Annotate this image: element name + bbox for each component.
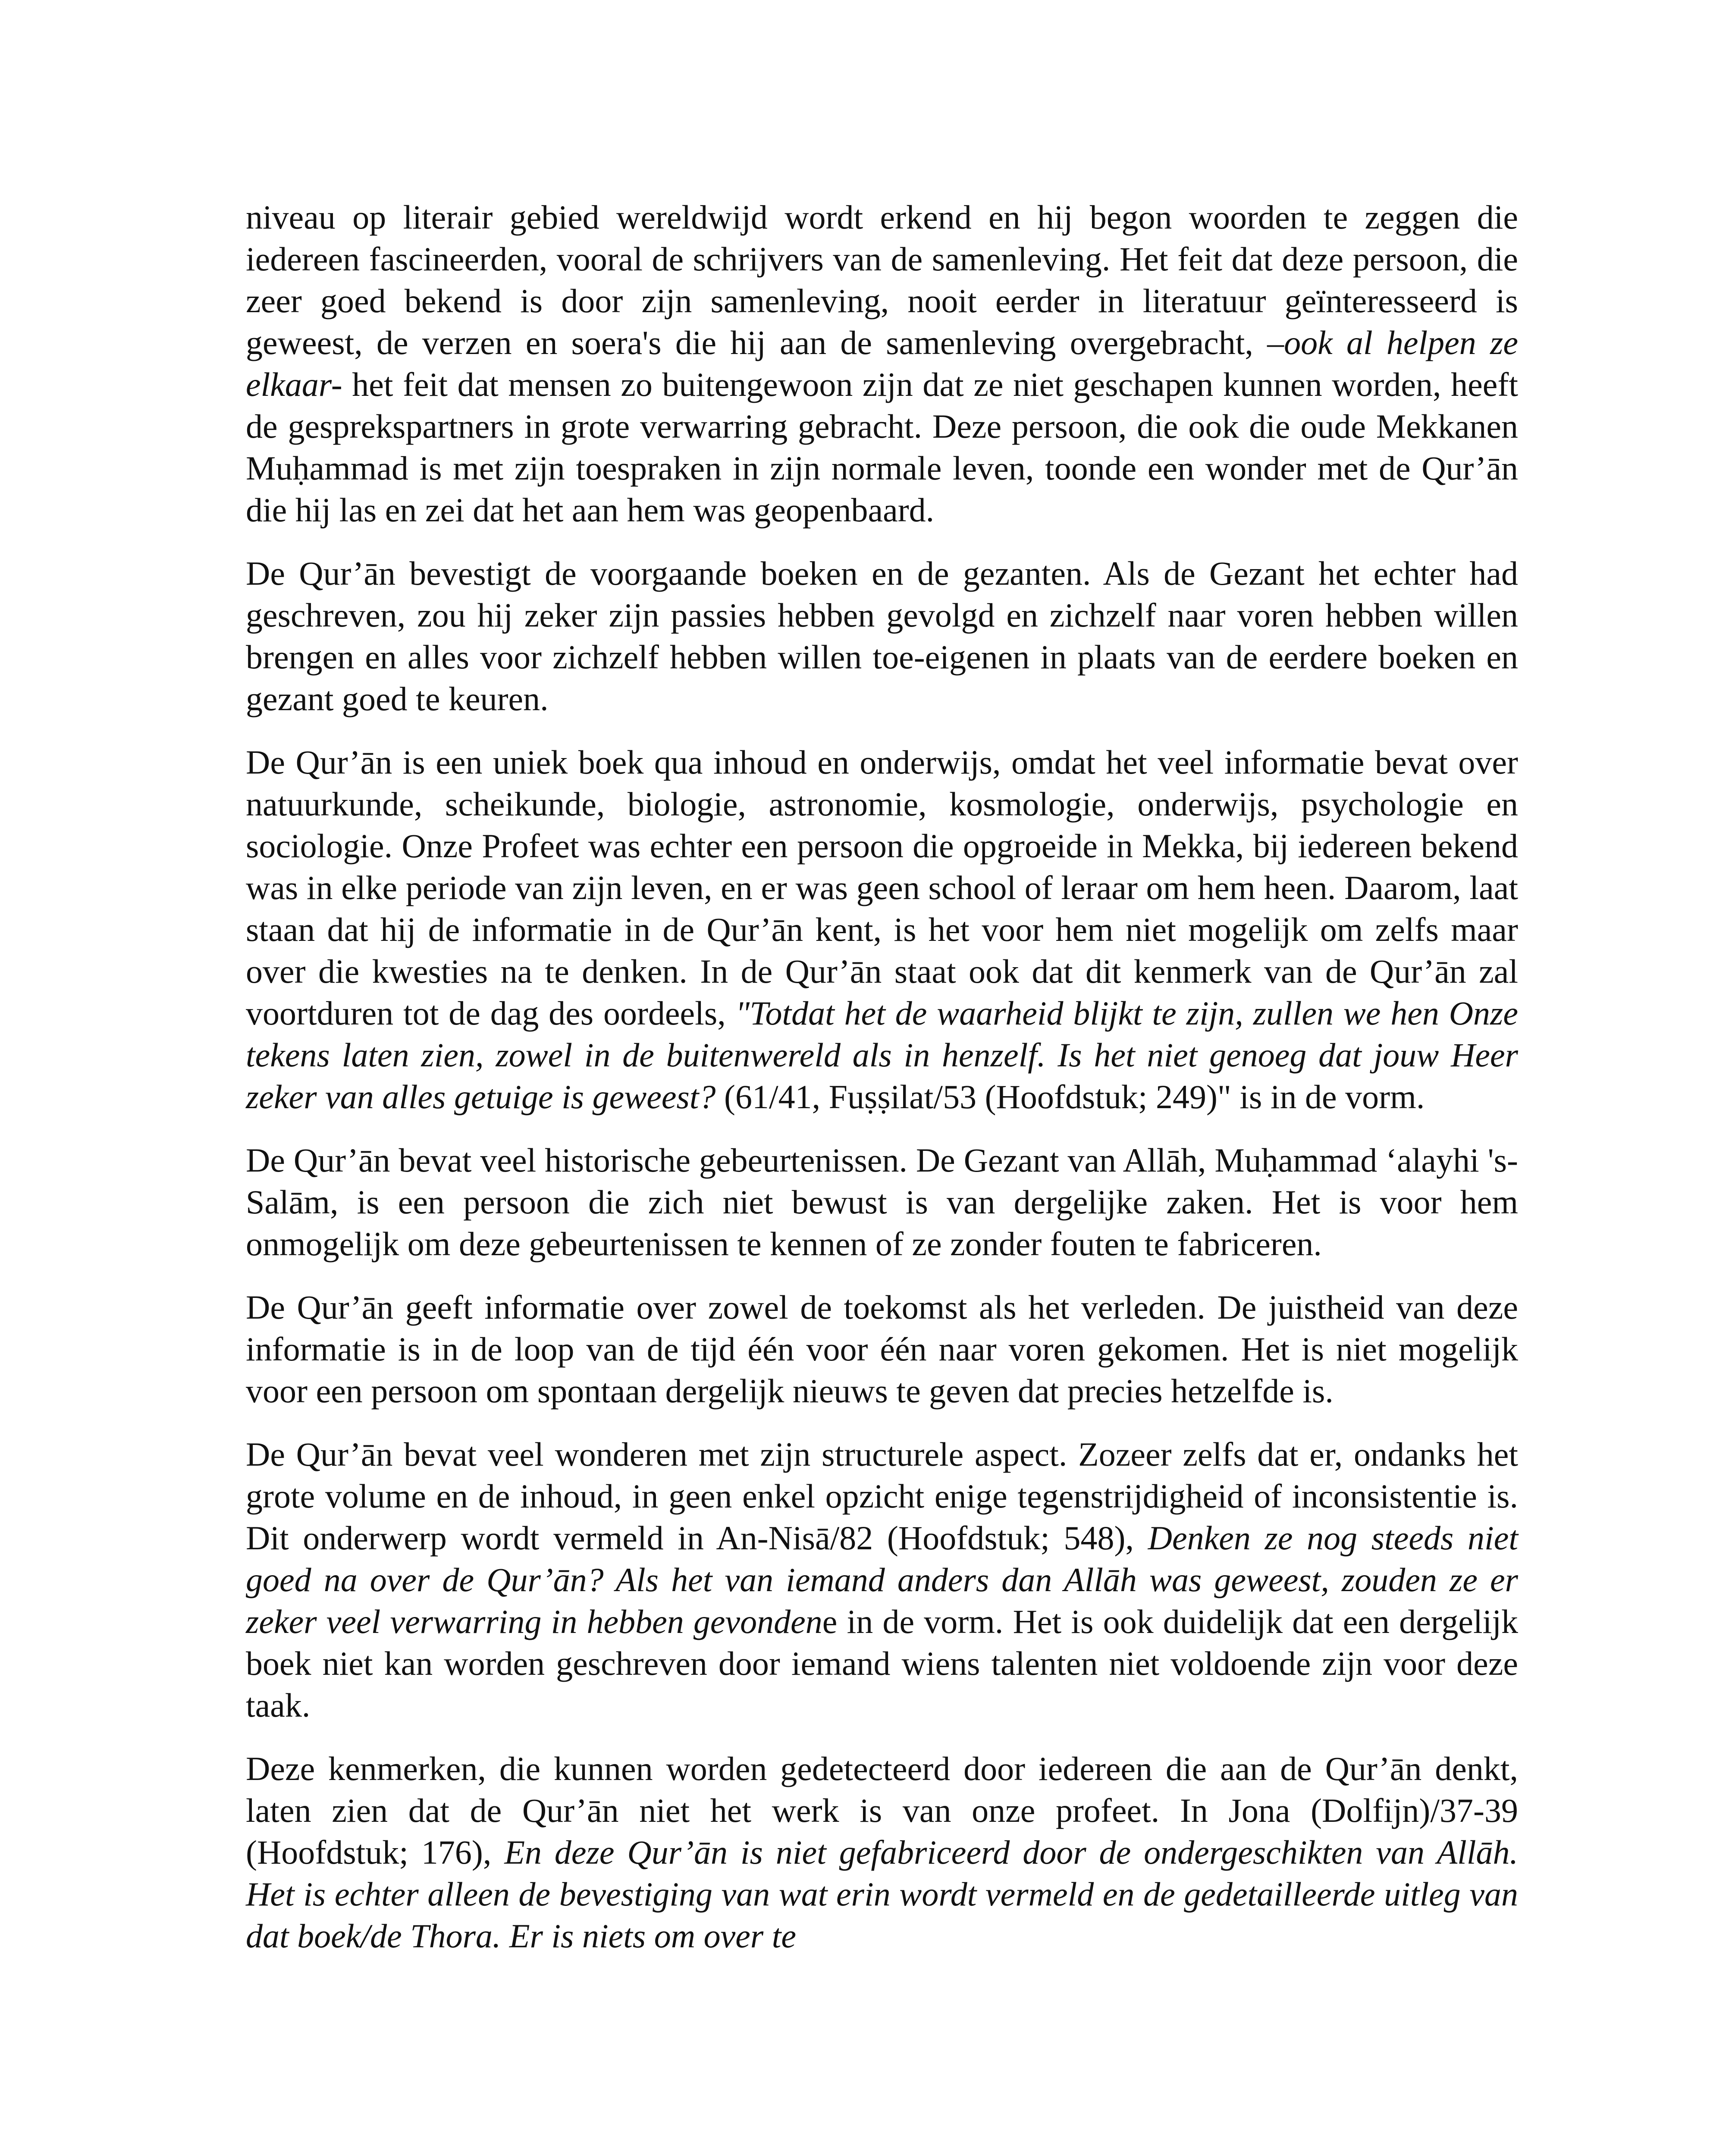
italic-segment: En deze Qur’ān is niet gefabriceerd door de ondergeschikten van Allāh. Het is echter alleen de bevestiging van wat erin wordt vermeld en de gedetailleerde uitleg van dat boek/de Thora. Er is niets om over te [246, 1833, 1518, 1955]
italic-segment: "Totdat het de waarheid blijkt te zijn, zullen we hen Onze tekens laten zien, zowel in de buitenwereld als in henzelf. Is het niet genoeg dat jouw Heer zeker van alles getuige is geweest? [246, 994, 1518, 1116]
paragraph-5 [246, 1286, 1518, 1412]
text-segment: Deze kenmerken, die kunnen worden gedetecteerd door iedereen die aan de Qur’ān denkt, laten zien dat de Qur’ān niet het werk is van onze profeet. In Jona (Dolfijn)/37-39 (Hoofdstuk; 176), [246, 1750, 1518, 1871]
paragraph-1 [246, 196, 1518, 531]
text-segment: De Qur’ān is een uniek boek qua inhoud en onderwijs, omdat het veel informatie bevat over natuurkunde, scheikunde, biologie, astronomie, kosmologie, onderwijs, psychologie en sociologie. Onze Profeet was echter een persoon die opgroeide in Mekka, bij iedereen bekend was in elke periode van zijn leven, en er was geen school of leraar om hem heen. Daarom, laat staan dat hij de informatie in de Qur’ān kent, is het voor hem niet mogelijk om zelfs maar over die kwesties na te denken. In de Qur’ān staat ook dat dit kenmerk van de Qur’ān zal voortduren tot de dag des oordeels, [246, 743, 1518, 1032]
text-segment: De Qur’ān bevat veel historische gebeurtenissen. De Gezant van Allāh, Muḥammad ‘alayhi 's-Salām, is een persoon die zich niet bewust is van dergelijke zaken. Het is voor hem onmogelijk om deze gebeurtenissen te kennen of ze zonder fouten te fabriceren. [246, 1141, 1518, 1263]
body-text [246, 196, 1518, 1978]
text-segment: De Qur’ān geeft informatie over zowel de toekomst als het verleden. De juistheid van deze informatie is in de loop van de tijd één voor één naar voren gekomen. Het is niet mogelijk voor een persoon om spontaan dergelijk nieuws te geven dat precies hetzelfde is. [246, 1288, 1518, 1410]
text-segment: De Qur’ān bevestigt de voorgaande boeken en de gezanten. Als de Gezant het echter had geschreven, zou hij zeker zijn passies hebben gevolgd en zichzelf naar voren hebben willen brengen en alles voor zichzelf hebben willen toe-eigenen in plaats van de eerdere boeken en gezant goed te keuren. [246, 555, 1518, 718]
text-segment: het feit dat mensen zo buitengewoon zijn dat ze niet geschapen kunnen worden, heeft de gesprekspartners in grote verwarring gebracht. Deze persoon, die ook die oude Mekkanen Muḥammad is met zijn toespraken in zijn normale leven, toonde een wonder met de Qur’ān die hij las en zei dat het aan hem was geopenbaard. [246, 366, 1518, 529]
paragraph-4 [246, 1139, 1518, 1265]
paragraph-2 [246, 552, 1518, 720]
text-segment: (61/41, Fuṣṣilat/53 (Hoofdstuk; 249)" is in de vorm. [715, 1078, 1425, 1116]
paragraph-7 [246, 1748, 1518, 1957]
paragraph-3 [246, 741, 1518, 1118]
text-segment: niveau op literair gebied wereldwijd wordt erkend en hij begon woorden te zeggen die iedereen fascineerden, vooral de schrijvers van de samenleving. Het feit dat deze persoon, die zeer goed bekend is door zijn samenleving, nooit eerder in literatuur geïnteresseerd is geweest, de verzen en soera's die hij aan de samenleving overgebracht, [246, 198, 1518, 361]
paragraph-6 [246, 1433, 1518, 1726]
text-segment: De Qur’ān bevat veel wonderen met zijn structurele aspect. Zozeer zelfs dat er, ondanks het grote volume en de inhoud, in geen enkel opzicht enige tegenstrijdigheid of inconsistentie is. Dit onderwerp wordt vermeld in An-Nisā/82 (Hoofdstuk; 548), [246, 1435, 1518, 1557]
italic-segment: –ook al helpen ze elkaar- [246, 324, 1518, 403]
italic-segment: Denken ze nog steeds niet goed na over de Qur’ān? Als het van iemand anders dan Allāh was geweest, zouden ze er zeker veel verwarring in hebben gevonden [246, 1519, 1518, 1640]
text-segment: e in de vorm. Het is ook duidelijk dat een dergelijk boek niet kan worden geschreven door iemand wiens talenten niet voldoende zijn voor deze taak. [246, 1603, 1518, 1724]
